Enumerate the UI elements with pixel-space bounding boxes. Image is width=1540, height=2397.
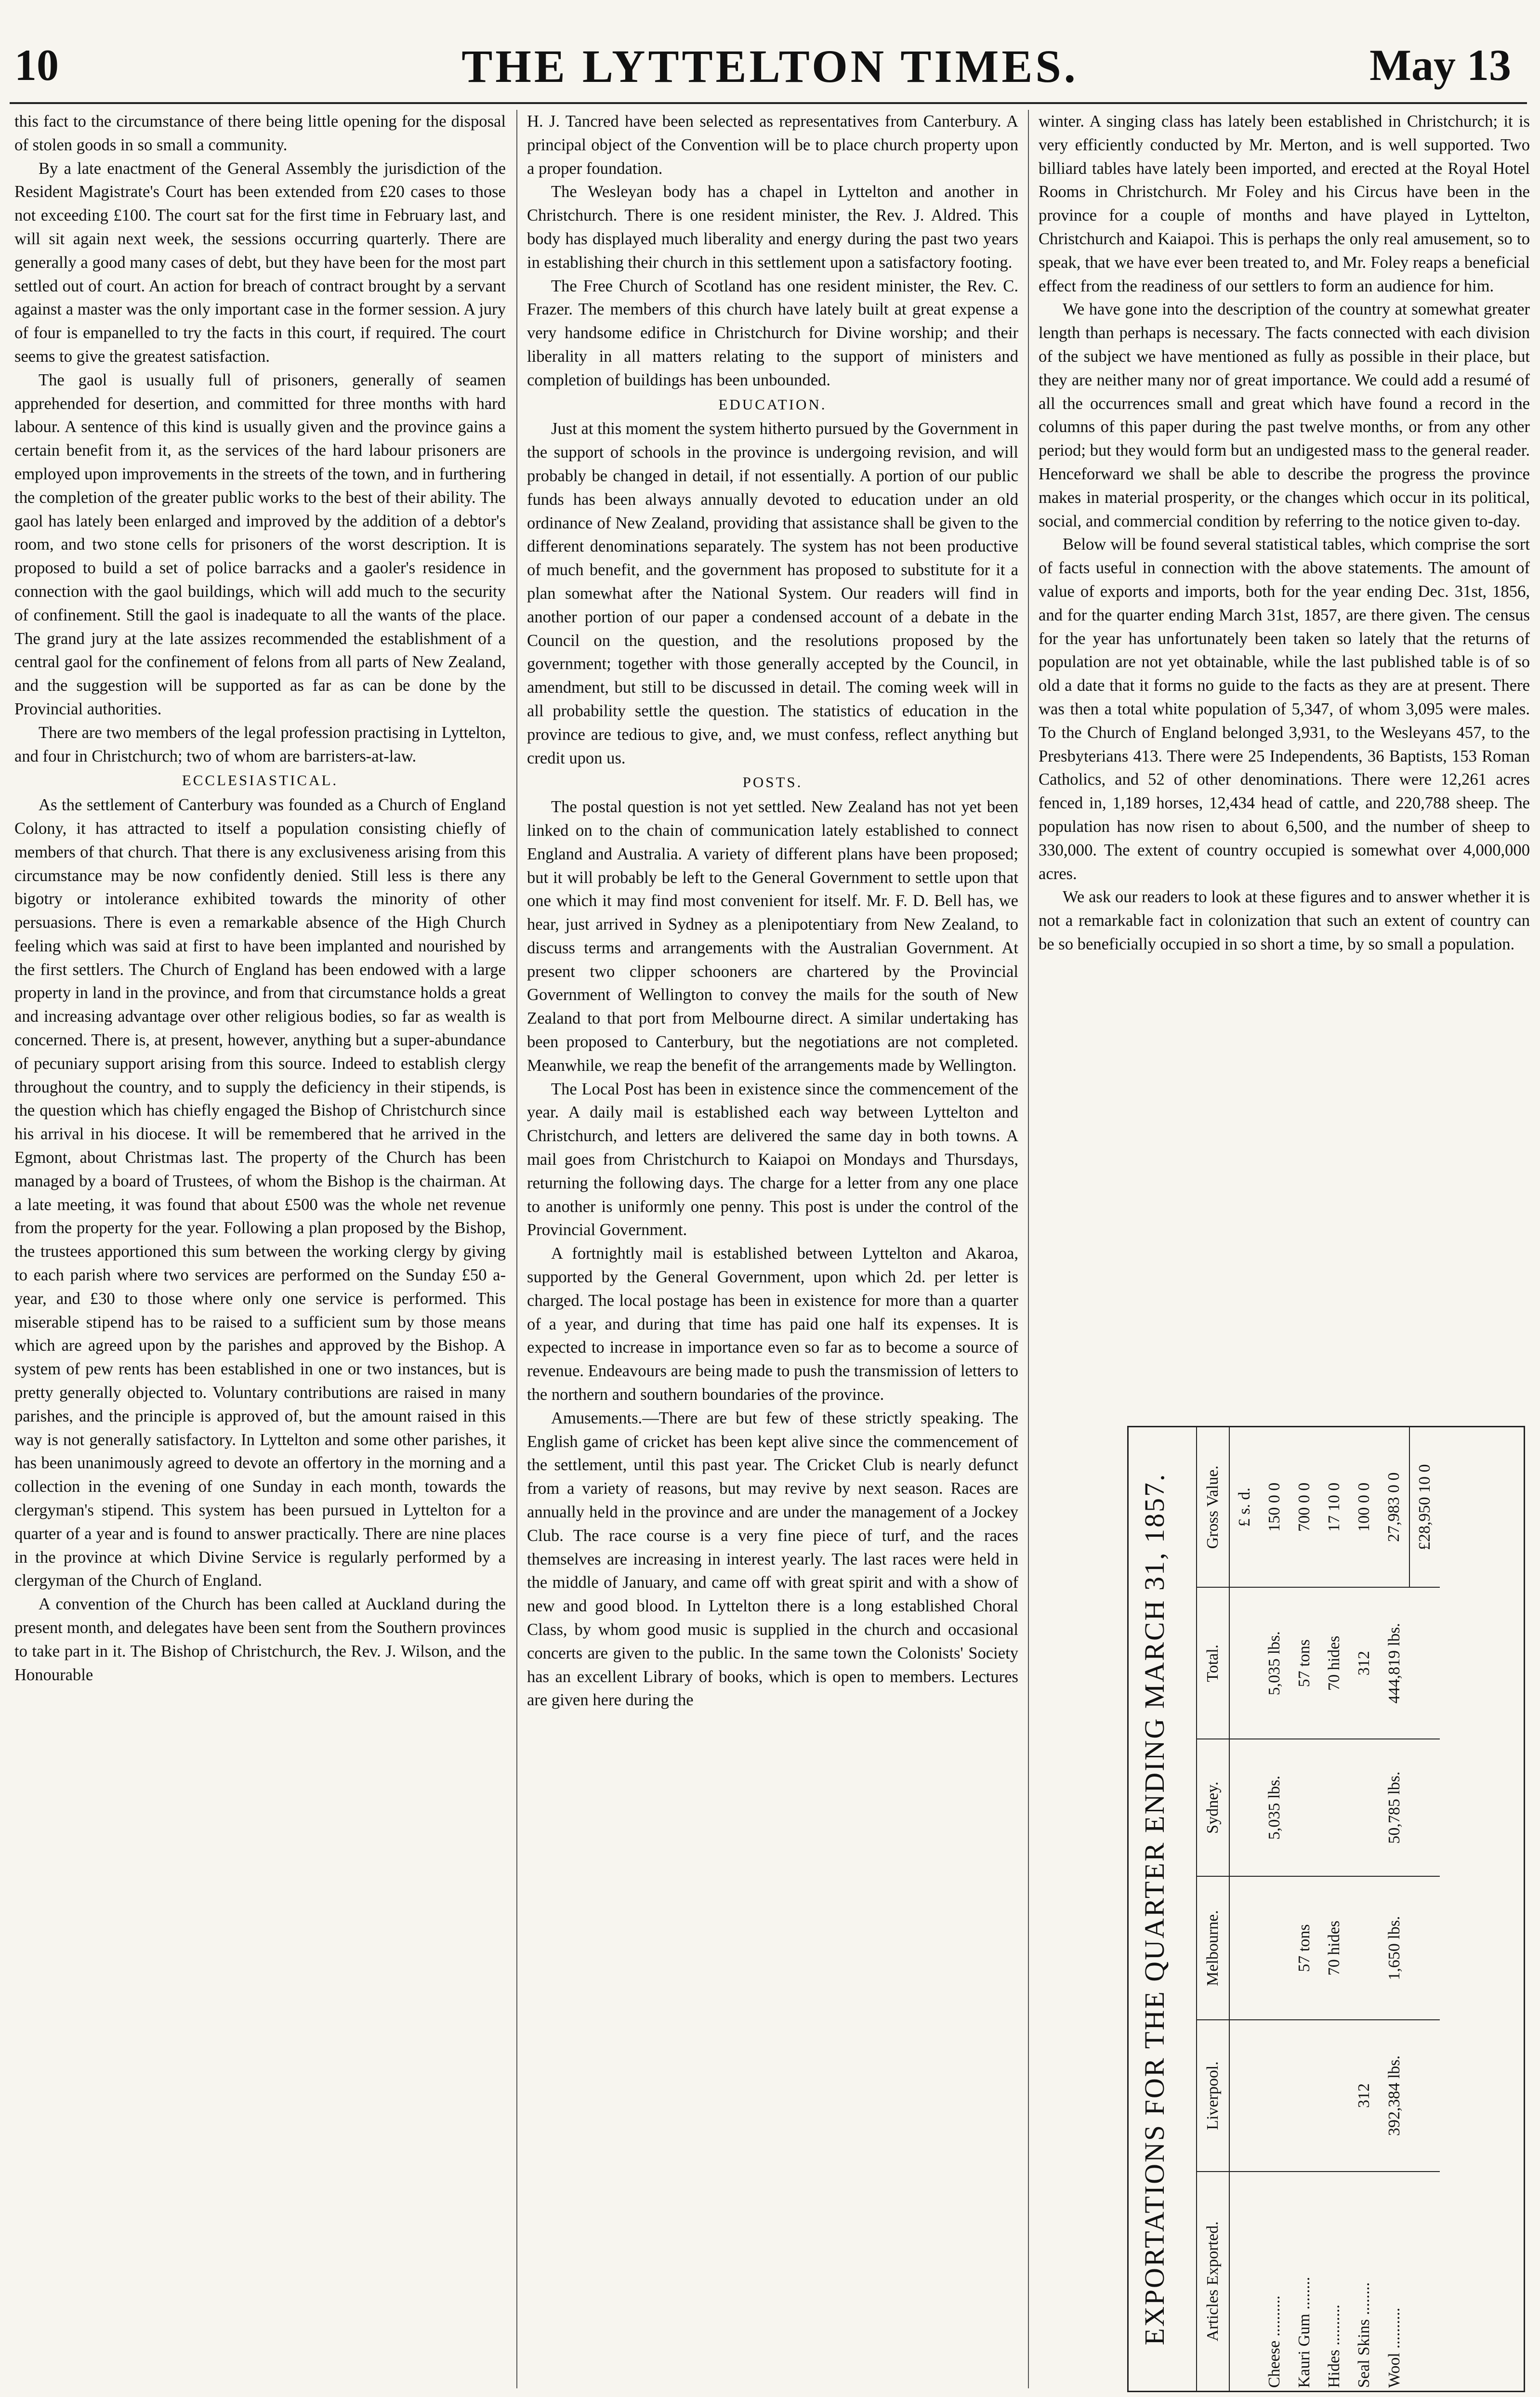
paragraph: Just at this moment the system hitherto pursued by the Government in the support of schools in the province is undergoing revision, and will probably be changed in detail, if not essentially. A portion of our public funds has been always annually devoted to education under an old ordinance of New Zealand, providing that assistance shall be given to the different denominations separately. The system has not been productive of much benefit, and the government has proposed to substitute for it a plan somewhat after the National System. Our readers will find in another portion of our paper a condensed account of a debate in the Council on the question, and the resolutions proposed by the government; together with those generally accepted by the Council, in amendment, but still to be discussed in detail. The coming week will in all probability settle the question. The statistics of education in the province are tedious to give, and, we must confess, reflect anything but credit upon us. (527, 420, 1018, 767)
paragraph: The postal question is not yet settled. New Zealand has not yet been linked on to the chain of communication lately established to connect England and Australia. A variety of different plans have been proposed; but it will probably be left to the General Government to settle upon that one which it may find most convenient for itself. Mr. F. D. Bell has, we hear, just arrived in Sydney as a plenipotentiary from New Zealand, to discuss terms and arrangements with the Australian Government. At present two clipper schooners are chartered by the Provincial Government of Wellington to convey the mails for the south of New Zealand to that port from Melbourne direct. A similar undertaking has been proposed to Canterbury, but the negotiations are not completed. Meanwhile, we reap the benefit of the arrangements made by Wellington. (527, 798, 1018, 1075)
cell-sydney (1290, 1739, 1319, 1876)
section-heading-posts: POSTS. (742, 774, 803, 791)
cell-melbourne (1260, 1876, 1290, 2020)
column-header: Gross Value. (1197, 1427, 1229, 1588)
cell-melbourne: 70 hides (1319, 1876, 1349, 2020)
paragraph: H. J. Tancred have been selected as representatives from Canterbury. A principal object of the Convention will be to place church property upon a proper foundation. (527, 112, 1018, 178)
table-row (1319, 1427, 1349, 2391)
cell-sydney: 5,035 lbs. (1260, 1739, 1290, 1876)
cell-total: 444,819 lbs. (1379, 1588, 1409, 1739)
units-row (1229, 1427, 1260, 2391)
table-header-row (1197, 1427, 1229, 2391)
page-number: 10 (14, 40, 59, 90)
cell-melbourne: 1,650 lbs. (1379, 1876, 1409, 2020)
paragraph: We ask our readers to look at these figures and to answer whether it is not a remarkable fact in colonization that such an extent of country can be so beneficially occupied in so short a time, by so small a population. (1039, 888, 1530, 953)
cell-value: 700 0 0 (1290, 1427, 1319, 1588)
column-3 (1039, 110, 1530, 1410)
cell-total: 312 (1349, 1588, 1379, 1739)
column-header: Total. (1197, 1588, 1229, 1739)
table-row (1290, 1427, 1319, 2391)
paragraph: There are two members of the legal profession practising in Lyttelton, and four in Christchurch; two of whom are barristers-at-law. (14, 723, 506, 765)
cell-liverpool (1260, 2020, 1290, 2172)
paragraph: The Free Church of Scotland has one resident minister, the Rev. C. Frazer. The members of this church have lately built at great expense a very handsome edifice in Christchurch for Divine worship; and their liberality in all matters relating to the support of ministers and completion of buildings has been unbounded. (527, 277, 1018, 389)
exports-table-title: EXPORTATIONS FOR THE QUARTER ENDING MARCH 31, 1857. (1139, 1473, 1170, 2345)
cell-value: 27,983 0 0 (1379, 1427, 1409, 1588)
cell-total: 57 tons (1290, 1588, 1319, 1739)
grand-total-row (1409, 1427, 1440, 2391)
column-divider (516, 110, 517, 2388)
cell-article: Seal Skins ........ (1355, 2282, 1373, 2388)
paragraph: A fortnightly mail is established between Lyttelton and Akaroa, supported by the General Government, upon which 2d. per letter is charged. The local postage has been in existence for more than a quarter of a year, and during that time has paid one half its expenses. It is expected to increase in importance even so far as to become a source of revenue. Endeavours are being made to push the transmission of letters to the northern and southern boundaries of the province. (527, 1244, 1018, 1404)
cell-value: 100 0 0 (1349, 1427, 1379, 1588)
cell-liverpool (1290, 2020, 1319, 2172)
cell-value: 17 10 0 (1319, 1427, 1349, 1588)
paragraph: A convention of the Church has been called at Auckland during the present month, and delegates have been sent from the Southern provinces to take part in it. The Bishop of Christchurch, the Rev. J. Wilson, and the Honourable (14, 1595, 506, 1684)
column-header: Sydney. (1197, 1739, 1229, 1876)
column-2 (527, 110, 1018, 2388)
column-1 (14, 110, 506, 2388)
cell-total: 5,035 lbs. (1260, 1588, 1290, 1739)
value-units: £ s. d. (1229, 1427, 1260, 1588)
cell-value: 150 0 0 (1260, 1427, 1290, 1588)
paragraph: winter. A singing class has lately been established in Christchurch; it is very efficiently conducted by Mr. Merton, and is well supported. Two billiard tables have lately been imported, and erected at the Royal Hotel Rooms in Christchurch. Mr Foley and his Circus have been in the province for a couple of months and have played in Lyttelton, Christchurch and Kaiapoi. This is perhaps the only real amusement, so to speak, that we have ever been treated to, and Mr. Foley reaps a beneficial effect from the readiness of our settlers to form an audience for him. (1039, 112, 1530, 295)
paragraph: this fact to the circumstance of there being little opening for the disposal of stolen goods in so small a community. (14, 112, 506, 154)
table-row (1260, 1427, 1290, 2391)
paragraph: By a late enactment of the General Assembly the jurisdiction of the Resident Magistrate's Court has been extended from £20 cases to those not exceeding £100. The court sat for the first time in February last, and will sit again next week, the sessions occurring quarterly. There are generally a good many cases of debt, but they have been for the most part settled out of court. An action for breach of contract brought by a servant against a master was the only important case in the former session. A jury of four is empanelled to try the facts in this court, if required. The court seems to give the greatest satisfaction. (14, 159, 506, 366)
cell-melbourne: 57 tons (1290, 1876, 1319, 2020)
cell-article: Kauri Gum ........ (1295, 2277, 1313, 2388)
cell-liverpool (1319, 2020, 1349, 2172)
column-header: Liverpool. (1197, 2020, 1229, 2172)
paragraph-amusements: Amusements.—There are but few of these strictly speaking. The English game of cricket has been kept alive since the commencement of the settlement, until this past year. The Cricket Club is nearly defunct from a variety of reasons, but may revive by next season. Races are annually held in the province and are under the management of a Jockey Club. The race course is a very fine piece of turf, and the races themselves are increasing in interest yearly. The last races were held in the middle of January, and came off with great spirit and with a show of new and good blood. In Lyttelton there is a long established Choral Class, by whom good music is supplied in the church and occasional concerts are given to the public. In the same town the Colonists' Society has an excellent Library of books, which is open to members. Lectures are given here during the (527, 1409, 1018, 1710)
issue-date: May 13 (1369, 40, 1511, 90)
table-row (1349, 1427, 1379, 2391)
newspaper-title: THE LYTTELTON TIMES. (461, 40, 1079, 92)
paragraph: As the settlement of Canterbury was founded as a Church of England Colony, it has attracted to itself a population consisting chiefly of members of that church. That there is any exclusiveness arising from this circumstance may be now confidently denied. Still less is there any bigotry or intolerance exhibited towards the minority of other persuasions. There is even a remarkable absence of the High Church feeling which was said at first to have been implanted and nourished by the first settlers. The Church of England has been endowed with a large property in land in the province, and from that circumstance holds a great and increasing advantage over other religious bodies, so far as wealth is concerned. There is, at present, however, anything but a super-abundance of pecuniary support arising from this source. Indeed to establish clergy throughout the country, and to supply the deficiency in their stipends, is the question which has chiefly engaged the Bishop of Christchurch since his arrival in his diocese. It will be remembered that he arrived in the Egmont, about Christmas last. The property of the Church has been managed by a board of Trustees, of whom the Bishop is the chairman. At a late meeting, it was found that about £500 was the whole net revenue from the property for the year. Following a plan proposed by the Bishop, the trustees apportioned this sum between the working clergy by giving to each parish where two services are performed on the Sunday £50 a-year, and £30 to those where only one service is performed. This miserable stipend has to be raised to a sufficient sum by those means which are agreed upon by the parishes and approved by the Bishop. A system of pew rents has been established in one or two instances, but is pretty generally objected to. Voluntary contributions are raised in many parishes, and the principle is approved of, but the amount raised in this way is not generally satisfactory. In Lyttelton and some other parishes, it has been unanimously agreed to devote an offertory in the morning and a collection in the evening of one Sunday in each month, towards the clergyman's stipend. This system has been pursued in Lyttelton for a quarter of a year and is found to answer practically. There are nine places in the province at which Divine Service is regularly performed by a clergyman of the Church of England. (14, 796, 506, 1590)
grand-total: £28,950 10 0 (1409, 1427, 1440, 1588)
cell-liverpool: 392,384 lbs. (1379, 2020, 1409, 2172)
table-row (1379, 1427, 1409, 2391)
cell-melbourne (1349, 1876, 1379, 2020)
paragraph: Below will be found several statistical tables, which comprise the sort of facts useful in connection with the above statements. The amount of value of exports and imports, both for the year ending Dec. 31st, 1856, and for the quarter ending March 31st, 1857, are there given. The census for the year has unfortunately been taken so lately that the returns of population are not yet obtainable, while the last published table is of so old a date that it forms no guide to the facts as they are at present. There was then a total white population of 5,347, of whom 3,095 were males. To the Church of England belonged 3,931, to the Wesleyans 457, to the Presbyterians 413. There were 25 Independents, 36 Baptists, 153 Roman Catholics, and 52 of other denominations. There were 12,261 acres fenced in, 1,189 horses, 12,434 head of cattle, and 220,788 sheep. The population has now risen to about 6,500, and the number of sheep to 330,000. The extent of country occupied is somewhat over 4,000,000 acres. (1039, 535, 1530, 883)
paragraph: We have gone into the description of the country at somewhat greater length than perhaps is necessary. The facts connected with each division of the subject we have mentioned as fully as possible in their place, but they are neither many nor of great importance. We could add a resumé of all the occurrences small and great which have found a record in the columns of this paper during the past twelve months, or from any other period; but they would form but an undigested mass to the general reader. Henceforward we shall be able to describe the progress the province makes in material prosperity, or the changes which occur in its political, social, and commercial condition by referring to the notice given to-day. (1039, 300, 1530, 530)
section-heading-education: EDUCATION. (718, 395, 827, 413)
exports-table-rotated (1129, 1427, 1524, 2391)
section-heading-ecclesiastical: ECCLESIASTICAL. (182, 772, 339, 789)
cell-sydney: 50,785 lbs. (1379, 1739, 1409, 1876)
masthead (0, 0, 1540, 101)
paragraph: The Wesleyan body has a chapel in Lyttelton and another in Christchurch. There is one resident minister, the Rev. J. Aldred. This body has displayed much liberality and energy during the past two years in establishing their church in this settlement upon a satisfactory footing. (527, 183, 1018, 272)
cell-article: Hides .......... (1325, 2305, 1343, 2388)
paragraph: The gaol is usually full of prisoners, generally of seamen apprehended for desertion, and committed for three months with hard labour. A sentence of this kind is usually given and the province gains a certain benefit from it, as the services of the hard labour prisoners are employed upon improvements in the streets of the town, and in furthering the completion of the greater public works to the best of their ability. The gaol has lately been enlarged and improved by the addition of a debtor's room, and two stone cells for prisoners of the worst description. It is proposed to build a set of police barracks and a gaoler's residence in connection with the gaol buildings, which will add much to the security of confinement. Still the gaol is inadequate to all the wants of the place. The grand jury at the late assizes recommended the establishment of a central gaol for the confinement of felons from all parts of New Zealand, and the suggestion will be supported as far as can be done by the Provincial authorities. (14, 370, 506, 718)
exports-table (1196, 1427, 1440, 2391)
cell-liverpool: 312 (1349, 2020, 1379, 2172)
header-rule (10, 102, 1527, 104)
cell-article: Cheese .......... (1265, 2295, 1283, 2388)
cell-total: 70 hides (1319, 1588, 1349, 1739)
exports-table-box (1127, 1426, 1525, 2392)
paragraph: The Local Post has been in existence since the commencement of the year. A daily mail is established each way between Lyttelton and Christchurch, and letters are delivered the same day in both towns. A mail goes from Christchurch to Kaiapoi on Mondays and Thursdays, returning the following days. The charge for a letter from any one place to another is uniformly one penny. This post is under the control of the Provincial Government. (527, 1080, 1018, 1239)
column-header: Articles Exported. (1197, 2172, 1229, 2391)
column-divider (1028, 110, 1029, 2388)
column-header: Melbourne. (1197, 1876, 1229, 2020)
cell-article: Wool .......... (1385, 2307, 1403, 2388)
cell-sydney (1349, 1739, 1379, 1876)
cell-sydney (1319, 1739, 1349, 1876)
